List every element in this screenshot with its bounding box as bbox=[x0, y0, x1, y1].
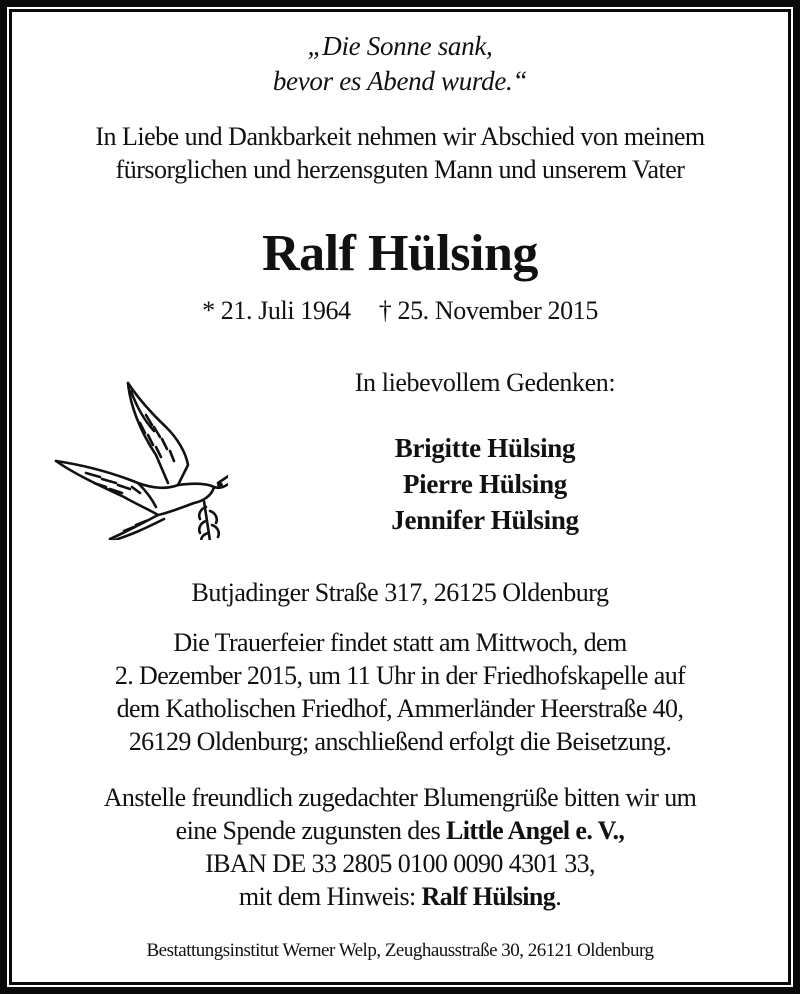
intro-line: fürsorglichen und herzensguten Mann und unserem Vater bbox=[115, 155, 685, 184]
donation-line: Anstelle freundlich zugedachter Blumengrüße bitten wir um bbox=[103, 783, 697, 812]
undertaker-info: Bestattungsinstitut Werner Welp, Zeughausstraße 30, 26121 Oldenburg bbox=[146, 940, 654, 961]
quote-line: „Die Sonne sank, bbox=[307, 31, 493, 61]
ceremony-line: 26129 Oldenburg; anschließend erfolgt die Beisetzung. bbox=[128, 727, 672, 756]
intro-text bbox=[12, 120, 788, 186]
donation-line bbox=[12, 814, 788, 847]
ceremony-line: Die Trauerfeier findet statt am Mittwoch, dem bbox=[173, 628, 627, 657]
birth-star-icon: * bbox=[202, 296, 215, 325]
reference-period: . bbox=[555, 882, 562, 911]
quote-line: bevor es Abend wurde.“ bbox=[272, 66, 528, 96]
birth-date: 21. Juli 1964 bbox=[220, 296, 351, 325]
deceased-name: Ralf Hülsing bbox=[262, 225, 538, 282]
death-date: 25. November 2015 bbox=[397, 296, 598, 325]
ceremony-line: 2. Dezember 2015, um 11 Uhr in der Friedhofskapelle auf bbox=[114, 661, 686, 690]
donation-request bbox=[12, 781, 788, 913]
donation-text: eine Spende zugunsten des bbox=[175, 816, 446, 845]
intro-line: In Liebe und Dankbarkeit nehmen wir Abschied von meinem bbox=[95, 122, 705, 151]
frame-gap bbox=[7, 7, 793, 987]
epigraph-quote bbox=[12, 29, 788, 99]
mourners-heading: In liebevollem Gedenken: bbox=[354, 368, 616, 397]
obituary-notice bbox=[9, 9, 791, 985]
donation-line bbox=[12, 880, 788, 913]
mourners-list bbox=[182, 430, 788, 538]
ceremony-info bbox=[12, 626, 788, 758]
reference-label: mit dem Hinweis: bbox=[238, 882, 422, 911]
family-address: Butjadinger Straße 317, 26125 Oldenburg bbox=[191, 578, 609, 607]
life-dates bbox=[12, 295, 788, 327]
charity-name: Little Angel e. V., bbox=[446, 816, 625, 845]
mourner-name: Brigitte Hülsing bbox=[394, 433, 576, 463]
mourner-name: Pierre Hülsing bbox=[402, 469, 568, 499]
ceremony-line: dem Katholischen Friedhof, Ammerländer Heerstraße 40, bbox=[116, 694, 684, 723]
death-cross-icon: † bbox=[378, 296, 392, 325]
mourner-name: Jennifer Hülsing bbox=[391, 505, 579, 535]
iban-line: IBAN DE 33 2805 0100 0090 4301 33, bbox=[205, 849, 595, 878]
reference-name: Ralf Hülsing bbox=[421, 882, 556, 911]
